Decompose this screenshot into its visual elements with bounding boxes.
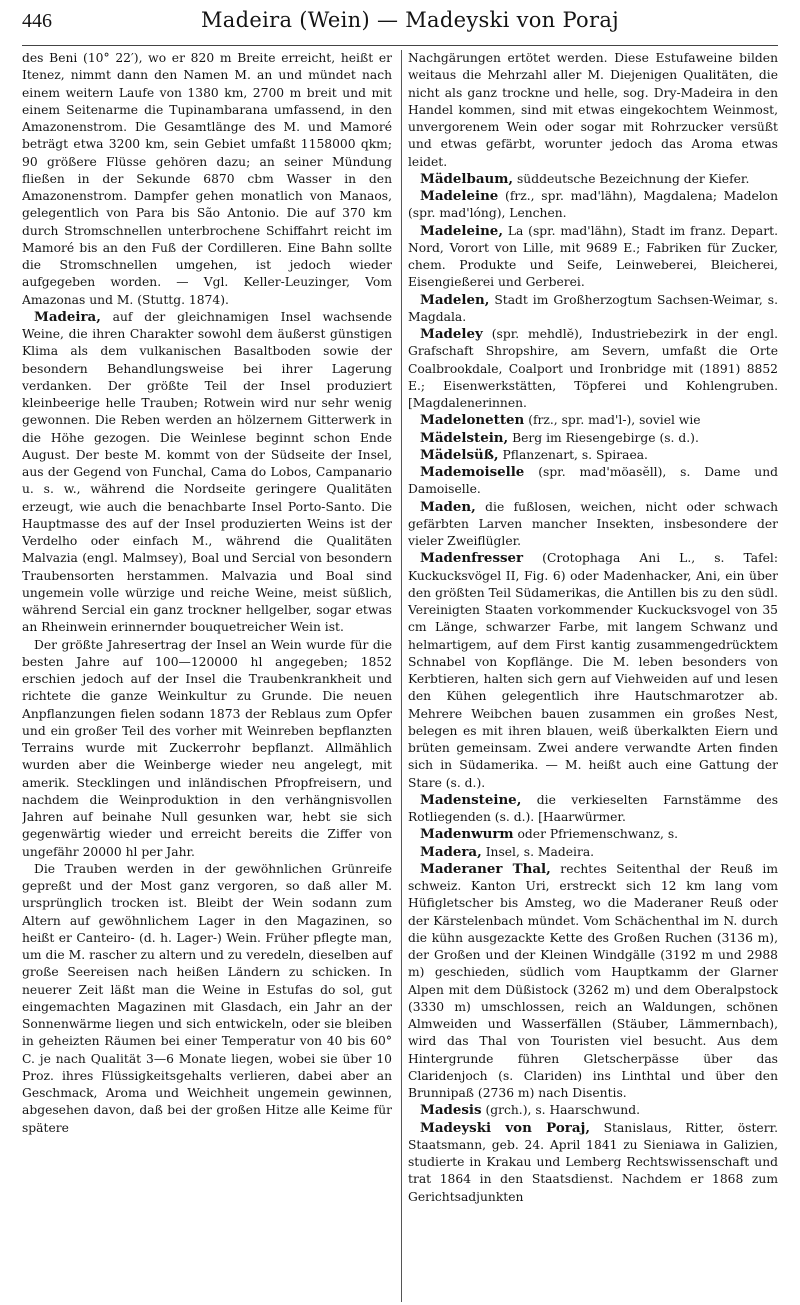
dictionary-entry bbox=[408, 223, 778, 292]
entry-text: Berg im Riesengebirge (s. d.). bbox=[508, 430, 699, 445]
entry-paragraph bbox=[22, 861, 392, 1137]
entry-headword: Mademoiselle bbox=[420, 464, 525, 480]
dictionary-entry bbox=[408, 550, 778, 792]
entry-headword: Madeyski von Poraj, bbox=[420, 1119, 591, 1136]
entry-headword: Mädelstein, bbox=[420, 429, 509, 446]
entry-text: La (spr. mad'lähn), Stadt im franz. Depart. Nord, Vorort von Lille, mit 9689 E.; Fabriken für Zucker, chem. Produkte und Seife, Leinweberei, Bleicherei, Eisengießerei und Gerberei. bbox=[408, 223, 778, 290]
dictionary-entry bbox=[408, 792, 778, 827]
entry-headword: Madera, bbox=[420, 843, 482, 860]
entry-text: Stanislaus, Ritter, österr. Staatsmann, geb. 24. April 1841 zu Sieniawa in Galizien, studierte in Krakau und Lemberg Rechtswissenschaft und trat 1864 in den Staatsdienst. Nachdem er 1868 zum Gerichtsadjunkten bbox=[408, 1120, 778, 1204]
entry-headword: Madeira, bbox=[34, 308, 101, 325]
entry-text: des Beni (10° 22′), wo er 820 m Breite erreicht, heißt er Itenez, nimmt dann den Namen M. an und mündet nach einem weitern Laufe von 1380 km, 2700 m breit und mit einem Seitenarme die Tupinambarana umfassend, in den Amazonenstrom. Die Gesamtlänge des M. und Mamoré beträgt etwa 3200 km, sein Gebiet umfaßt 1158000 qkm; 90 größere Flüsse gehören dazu; an seiner Mündung fließen in der Sekunde 6870 cbm Wasser in den Amazonenstrom. Dampfer gehen monatlich von Manaos, gelegentlich von Para bis São Antonio. Die auf 370 km durch Stromschnellen unterbrochene Schiffahrt reicht im Mamoré bis an den Fuß der Cordilleren. Eine Bahn sollte die Stromschnellen umgehen, ist jedoch wieder aufgegeben worden. — Vgl. Keller-Leuzinger, Vom Amazonas und M. (Stuttg. 1874). bbox=[22, 51, 392, 307]
dictionary-entry bbox=[408, 188, 778, 223]
entry-text: (frz., spr. mad'l-), soviel wie bbox=[524, 413, 701, 428]
entry-text: (Crotophaga Ani L., s. Tafel: Kuckucksvögel II, Fig. 6) oder Madenhacker, Ani, ein über den größten Teil Südamerikas, die Antillen bis zu den südl. Vereinigten Staaten vorkommender Kuckucksvogel von 35 cm Länge, schwarzer Farbe, mit langem Schwanz und helmartigem, auf dem First kantig zusammengedrücktem Schnabel von Kopflänge. Die M. leben besonders von Kerbtieren, halten sich gern auf Viehweiden auf und lesen den Kühen gelegentlich ihre Hautschmarotzer ab. Mehrere Weibchen bauen zusammen ein großes Nest, belegen es mit ihren blauen, weiß überkalkten Eiern und brüten gemeinsam. Zwei andere verwandte Arten finden sich in Südamerika. — M. heißt auch eine Gattung der Stare (s. d.). bbox=[408, 551, 778, 790]
dictionary-entry bbox=[408, 412, 778, 429]
entry-text: Insel, s. Madeira. bbox=[481, 844, 595, 859]
entry-text: (spr. mad'möasĕll), s. Dame und Damoiselle. bbox=[408, 465, 778, 497]
entry-text: Stadt im Großherzogtum Sachsen-Weimar, s. Magdala. bbox=[408, 292, 778, 324]
dictionary-entry bbox=[408, 447, 778, 464]
entry-headword: Madeleine, bbox=[420, 222, 503, 239]
entry-text: Der größte Jahresertrag der Insel an Wein wurde für die besten Jahre auf 100—120000 hl angegeben; 1852 erschien jedoch auf der Insel die Traubenkrankheit und richtete die ganze Weinkultur zu Grunde. Die neuen Anpflanzungen fielen sodann 1873 der Reblaus zum Opfer und ein großer Teil des vorher mit Weinreben bepflanzten Terrains wurde mit Zuckerrohr bepflanzt. Allmählich wurden aber die Weinberge wieder neu angelegt, mit amerik. Stecklingen und inländischen Pfropfreisern, und nachdem die Weinproduktion in den verhängnisvollen Jahren auf beinahe Null gesunken war, hebt sie sich gegenwärtig wieder und erreicht bereits die Ziffer von ungefähr 20000 hl per Jahr. bbox=[22, 637, 392, 859]
entry-headword: Maderaner Thal, bbox=[420, 860, 551, 877]
right-column bbox=[401, 50, 778, 1302]
dictionary-entry bbox=[408, 844, 778, 861]
entry-text: auf der gleichnamigen Insel wachsende Weine, die ihren Charakter sowohl dem äußerst günstigen Klima als dem vulkanischen Basaltboden sowie der besondern Behandlungsweise bei ihrer Lagerung verdanken. Der größte Teil der Insel produziert kleinbeerige helle Trauben; Rotwein wird nur sehr wenig gewonnen. Die Reben werden an hölzernem Gitterwerk in die Höhe gezogen. Die Weinlese beginnt schon Ende August. Der beste M. kommt von der Südseite der Insel, aus der Gegend von Funchal, Cama do Lobos, Campanario u. s. w., während die Nordseite geringere Qualitäten erzeugt, wie auch die benachbarte Insel Porto-Santo. Die Hauptmasse des auf der Insel produzierten Weins ist der Verdelho oder einfach M., während die Qualitäten Malvazia (engl. Malmsey), Boal und Sercial von besondern Traubensorten herstammen. Malvazia und Boal sind ungemein volle würzige und reiche Weine, meist süßlich, während Sercial ein ganz trockner hellgelber, sogar etwas an Rheinwein erinnernder bouquetreicher Wein ist. bbox=[22, 309, 392, 635]
entry-text: (spr. mehdlĕ), Industriebezirk in der engl. Grafschaft Shropshire, am Severn, umfaßt die Orte Coalbrookdale, Coalport und Ironbridge mit (1891) 8852 E.; Eisenwerkstätten, Töpferei und Kohlengruben. [Magdalenerinnen. bbox=[408, 327, 778, 410]
dictionary-entry bbox=[408, 292, 778, 327]
entry-headword: Madenfresser bbox=[420, 550, 524, 567]
entry-text: die verkieselten Farnstämme des Rotliegenden (s. d.). [Haarwürmer. bbox=[408, 792, 778, 824]
entry-headword: Madelen, bbox=[420, 291, 490, 308]
entry-text: rechtes Seitenthal der Reuß im schweiz. Kanton Uri, erstreckt sich 12 km lang vom Hüfigletscher bis Amsteg, wo die Maderaner Reuß oder der Kärstelenbach mündet. Vom Schächenthal im N. durch die kühn ausgezackte Kette des Großen Ruchen (3136 m), der Großen und der Kleinen Windgälle (3192 m und 2988 m) geschieden, südlich vom Hauptkamm der Glarner Alpen mit dem Düßistock (3262 m) und dem Oberalpstock (3330 m) umschlossen, reich an Waldungen, schönen Almweiden und Wasserfällen (Stäuber, Lämmernbach), wird das Thal von Touristen viel besucht. Aus dem Hintergrunde führen Gletscherpässe über das Claridenjoch (s. Clariden) ins Linthtal und über den Brunnipaß (2736 m) nach Disentis. bbox=[408, 861, 778, 1100]
entry-text: Die Trauben werden in der gewöhnlichen Grünreife gepreßt und der Most ganz vergoren, so daß aller M. ursprünglich trocken ist. Bleibt der Wein sodann zum Altern auf gewöhnlichem Lager in den Magazinen, so heißt er Canteiro- (d. h. Lager-) Wein. Früher pflegte man, um die M. rascher zu altern und zu veredeln, dieselben auf große Seereisen nach heißen Ländern zu schicken. In neuerer Zeit läßt man die Weine in Estufas do sol, gut eingemachten Magazinen mit Glasdach, ein Jahr an der Sonnenwärme liegen und sich entwickeln, oder sie bleiben in geheizten Räumen bei einer Temperatur von 40 bis 60° C. je nach Qualität 3—6 Monate liegen, wobei sie über 10 Proz. ihres Flüssigkeitsgehalts verlieren, dabei aber an Geschmack, Aroma und Weichheit ungemein gewinnen, abgesehen davon, daß bei der großen Hitze alle Keime für spätere bbox=[22, 861, 392, 1135]
dictionary-entry bbox=[408, 1102, 778, 1119]
page-number: 446 bbox=[22, 10, 52, 32]
dictionary-entry bbox=[22, 309, 392, 637]
entry-paragraph bbox=[408, 50, 778, 171]
entry-headword: Madeley bbox=[420, 326, 483, 342]
running-title: Madeira (Wein) — Madeyski von Poraj bbox=[201, 8, 619, 32]
entry-paragraph bbox=[22, 637, 392, 861]
dictionary-entry bbox=[408, 464, 778, 499]
running-head bbox=[22, 8, 778, 46]
entry-headword: Maden, bbox=[420, 498, 476, 515]
entry-headword: Madeleine bbox=[420, 188, 499, 204]
entry-text: (frz., spr. mad'lähn), Magdalena; Madelon (spr. mad'lóng), Lenchen. bbox=[408, 189, 778, 221]
dictionary-entry bbox=[408, 326, 778, 412]
entry-text: süddeutsche Bezeichnung der Kiefer. bbox=[513, 171, 750, 186]
dictionary-entry bbox=[408, 171, 778, 188]
entry-headword: Mädelsüß, bbox=[420, 446, 499, 463]
left-column bbox=[22, 50, 396, 1302]
entry-headword: Madensteine, bbox=[420, 791, 522, 808]
entry-text: die fußlosen, weichen, nicht oder schwach gefärbten Larven mancher Insekten, insbesondere der vieler Zweiflügler. bbox=[408, 499, 778, 548]
entry-headword: Madelonetten bbox=[420, 412, 525, 429]
dictionary-entry bbox=[408, 861, 778, 1103]
entry-headword: Mädelbaum, bbox=[420, 170, 514, 187]
dictionary-entry bbox=[408, 826, 778, 843]
dictionary-entry bbox=[408, 499, 778, 551]
dictionary-entry bbox=[408, 1120, 778, 1206]
entry-text: oder Pfriemenschwanz, s. bbox=[513, 827, 679, 842]
entry-text: (grch.), s. Haarschwund. bbox=[481, 1103, 640, 1118]
entry-headword: Madesis bbox=[420, 1102, 482, 1119]
entry-paragraph bbox=[22, 50, 392, 309]
entry-text: Pflanzenart, s. Spiraea. bbox=[498, 447, 648, 462]
entry-text: Nachgärungen ertötet werden. Diese Estufaweine bilden weitaus die Mehrzahl aller M. Diejenigen Qualitäten, die nicht als ganz trockne und helle, sog. Dry-Madeira in den Handel kommen, sind mit etwas eingekochtem Weinmost, unvergorenem Wein oder sogar mit Rohrzucker versüßt und etwas gefärbt, worunter jedoch das Aroma etwas leidet. bbox=[408, 51, 778, 169]
text-columns bbox=[22, 50, 778, 1302]
dictionary-entry bbox=[408, 430, 778, 447]
entry-headword: Madenwurm bbox=[420, 826, 514, 843]
